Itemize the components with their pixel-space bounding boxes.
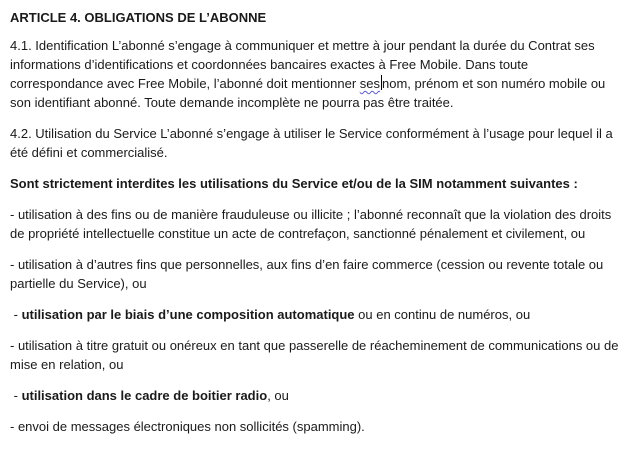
article-heading: ARTICLE 4. OBLIGATIONS DE L’ABONNE (10, 10, 267, 25)
list-item-fraud: - utilisation à des fins ou de manière frauduleuse ou illicite ; l’abonné reconnaît que la violation des droits de propriété intellectuelle constitue un acte de contrefaçon, sanctionné pénalement et civilement, ou (10, 207, 612, 241)
spellcheck-flagged-word[interactable]: ses (359, 76, 380, 91)
list-item-text: ou en continu de numéros, ou (354, 307, 531, 322)
paragraph-4-1-text: 4.1. Identification L’abonné s’engage à communiquer et mettre à jour pendant la durée du Contrat ses informations d’identifications et coordonnées bancaires exactes à Free Mobile. Dans toute correspondance avec Free Mobile, l’abonné doit mentionner (10, 38, 595, 91)
paragraph-4-1-text-end: nom, prénom et son numéro mobile ou son identifiant abonné. Toute demande incomplète ne pourra pas être traitée. (10, 76, 606, 110)
list-item-prefix: - (10, 307, 22, 322)
document-page[interactable] (10, 8, 620, 448)
list-item-prefix: - (10, 388, 22, 403)
paragraph-4-2: 4.2. Utilisation du Service L’abonné s’engage à utiliser le Service conformément à l’usage pour lequel il a été défini et commercialisé. (10, 126, 613, 160)
list-item-radio-box (10, 386, 620, 405)
list-item-automatic-dialing (10, 305, 620, 324)
list-item-bold-text: utilisation par le biais d’une composition automatique (21, 307, 355, 322)
list-item-spamming: - envoi de messages électroniques non sollicités (spamming). (10, 419, 365, 434)
list-item-text: , ou (267, 388, 289, 403)
list-item-commercial: - utilisation à d’autres fins que personnelles, aux fins d’en faire commerce (cession ou revente totale ou partielle du Service), ou (10, 257, 604, 291)
list-item-gateway: - utilisation à titre gratuit ou onéreux en tant que passerelle de réacheminement de communications ou de mise en relation, ou (10, 338, 619, 372)
prohibited-uses-intro: Sont strictement interdites les utilisations du Service et/ou de la SIM notamment suivantes : (10, 176, 578, 191)
list-item-bold-text: utilisation dans le cadre de boitier radio (21, 388, 268, 403)
paragraph-4-1 (10, 36, 620, 112)
